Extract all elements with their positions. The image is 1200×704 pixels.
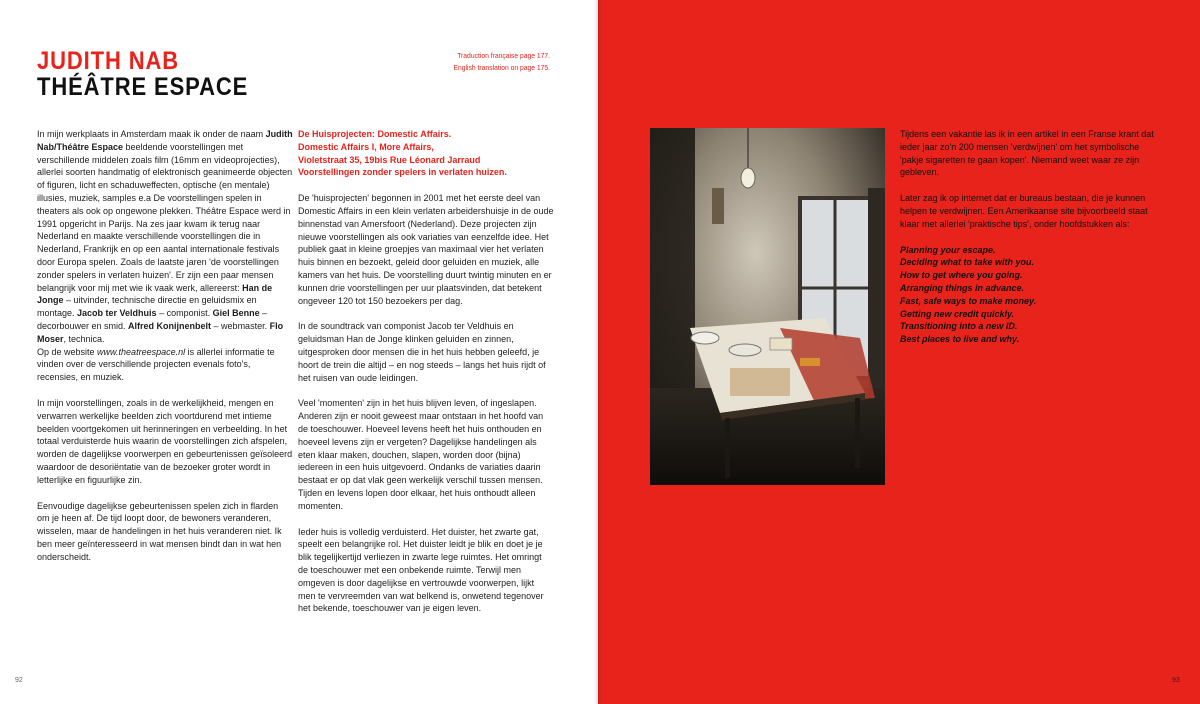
- column-3: [900, 128, 1162, 359]
- list-item: Planning your escape.: [900, 244, 996, 255]
- text-bold: Judith Nab/Théâtre Espace: [37, 129, 293, 152]
- heading-line: Domestic Affairs I, More Affairs,: [298, 141, 434, 152]
- col2-paragraph-1: De 'huisprojecten' begonnen in 2001 met het eerste deel van Domestic Affairs in een klein verlaten arbeidershuisje in de oude binnenstad van Amersfoort (Nederland). Deze projecten zijn nieuwe voorstellingen als ook variaties van eenzelfde idee. Het publiek gaat in kleine groepjes van maximaal vier het verlaten huis binnen en bezoekt, geleid door geluiden en muziek, alle kamers van het huis. De voorstelling duurt twintig minuten en er kunnen drie voorstellingen per uur plaatsvinden, dat betekent ongeveer 120 tot 150 bezoekers per dag.: [298, 193, 554, 306]
- list-item: Transitioning into a new ID.: [900, 321, 1018, 332]
- col1-paragraph-3: Eenvoudige dagelijkse gebeurtenissen spelen zich in flarden om je heen af. De tijd loopt door, de bewoners veranderen, wisselen, maar de handelingen in het huis veranderen niet. Ik ben meer geïnteresseerd in wat mensen bindt dan in wat hen onderscheidt.: [37, 500, 282, 562]
- col3-paragraph-2: Later zag ik op internet dat er bureaus bestaan, die je kunnen helpen te verdwijnen. Een Amerikaanse site bijvoorbeeld staat klaar met allerlei 'praktische tips', onder hoofdstukken als:: [900, 193, 1148, 229]
- column-2: [298, 128, 554, 628]
- col3-paragraph-1: Tijdens een vakantie las ik in een artikel in een Franse krant dat ieder jaar zo'n 200 mensen 'verdwijnen' om het symbolische 'pakje sigaretten te gaan kopen'. Niemand weet waar ze zijn gebleven.: [900, 129, 1154, 178]
- translation-en: English translation on page 175.: [453, 63, 550, 72]
- list-item: How to get where you going.: [900, 270, 1023, 281]
- text-bold: Giel Benne: [212, 308, 260, 319]
- book-gutter: [594, 0, 602, 704]
- translation-note: [451, 50, 550, 74]
- text: In mijn werkplaats in Amsterdam maak ik onder de naam: [37, 129, 266, 139]
- column-1: [37, 128, 293, 577]
- text-bold: Flo Moser: [37, 320, 284, 344]
- list-item: Deciding what to take with you.: [900, 257, 1035, 268]
- text: – uitvinder, technische directie en geluidsmix en montage.: [37, 295, 257, 319]
- col1-paragraph-2: In mijn voorstellingen, zoals in de werkelijkheid, mengen en verwarren werkelijke beelden zich voortdurend met intieme beelden voortgekomen uit herinneringen en verbeelding. In het totaal verduisterde huis waarin de voorstellingen zich afspelen, worden de dagelijkse voorwerpen en gebeurtenissen geïsoleerd waardoor de desoriëntatie van de bezoeker groter wordt in letterlijke en figuurlijke zin.: [37, 397, 293, 485]
- heading-line: Violetstraat 35, 19bis Rue Léonard Jarraud: [298, 154, 481, 165]
- heading-line: De Huisprojecten: Domestic Affairs.: [298, 129, 452, 139]
- page-number-left: 92: [15, 677, 23, 684]
- website-link[interactable]: www.theatreespace.nl: [97, 346, 186, 357]
- room-photo-illustration: [650, 128, 885, 485]
- text-bold: Han de Jonge: [37, 282, 273, 306]
- text: – componist.: [156, 308, 213, 319]
- company-name: THÉÂTRE ESPACE: [37, 73, 249, 101]
- page-number-right: 93: [1172, 677, 1180, 684]
- text: – decorbouwer en smid.: [37, 308, 268, 331]
- list-item: Arranging things in advance.: [900, 282, 1025, 293]
- room-photo: [650, 128, 885, 485]
- text: beeldende voorstellingen met verschillende middelen zoals film (16mm en videoprojecties), allerlei soorten handmatig of elektronisch geanimeerde objecten of figuren, licht en schaduweffecten, optische (en mentale) illusies, muziek, samples e.a De voorstellingen spelen in theaters als ook op ongewone plekken. Théâtre Espace werd in 1991 opgericht in Parijs. Na zes jaar kwam ik terug naar Nederland en maakte verschillende voorstellingen die in Nederland, Frankrijk en op een aantal internationale festivals door Europa spelen. Zoals de laatste jaren 'de voorstellingen zonder spelers in verlaten huizen'. Er zijn een paar mensen belangrijk voor mij met wie ik vaak werk, allereerst:: [37, 141, 293, 293]
- heading-line: Voorstellingen zonder spelers in verlaten huizen.: [298, 167, 507, 178]
- author-name: JUDITH NAB: [37, 47, 180, 75]
- text: Op de website: [37, 346, 98, 357]
- list-item: Getting new credit quickly.: [900, 308, 1015, 319]
- tips-list: [900, 244, 1162, 346]
- list-item: Fast, safe ways to make money.: [900, 295, 1037, 306]
- text: – webmaster.: [211, 320, 270, 331]
- col2-paragraph-4: Ieder huis is volledig verduisterd. Het duister, het zwarte gat, speelt een belangrijke rol. Het duister leidt je blik en doet je je blik tegelijkertijd verliezen in zwarte lege ruimtes. Het omringt de toeschouwer met een onbekende ruimte. Terwijl men omgeven is door dagelijkse en vertrouwde voorwerpen, lijkt men te vervreemden van wat belkend is, onwetend tegenover het bekende, toeschouwer van je eigen leven.: [298, 526, 544, 614]
- col2-paragraph-2: In de soundtrack van componist Jacob ter Veldhuis en geluidsman Han de Jonge klinken geluiden en zinnen, uitgesproken door mensen die in het huis hebben geleefd, je hoort de trein die altijd – en nog steeds – langs het huis rijdt of het ruisen van oude leidingen.: [298, 321, 546, 383]
- text-bold: Alfred Konijnenbelt: [128, 320, 212, 331]
- list-item: Best places to live and why.: [900, 334, 1020, 345]
- col1-paragraph-1: [37, 128, 293, 384]
- text: , technica.: [63, 333, 105, 344]
- text-bold: Jacob ter Veldhuis: [77, 308, 157, 319]
- section-heading: [298, 128, 554, 179]
- text: is allerlei informatie te vinden over de verschillende projecten evenals foto's, recensies, en muziek.: [37, 346, 275, 383]
- translation-fr: Traduction française page 177.: [457, 51, 550, 60]
- col2-paragraph-3: Veel 'momenten' zijn in het huis blijven leven, of ingeslapen. Anderen zijn er nooit geweest maar ontstaan in het hoofd van de toeschouwer. Hoeveel levens heeft het huis onthouden en hoeveel levens zijn er vergeten? Dagelijkse handelingen als eten klaar maken, douchen, slapen, worden door (bijna) iedereen in een huis uitgevoerd. Ondanks de variaties daarin bestaat er op dat vlak geen werkelijk verschil tussen mensen. Tijden en levens lopen door elkaar, het huis onthoudt alleen momenten.: [298, 398, 544, 511]
